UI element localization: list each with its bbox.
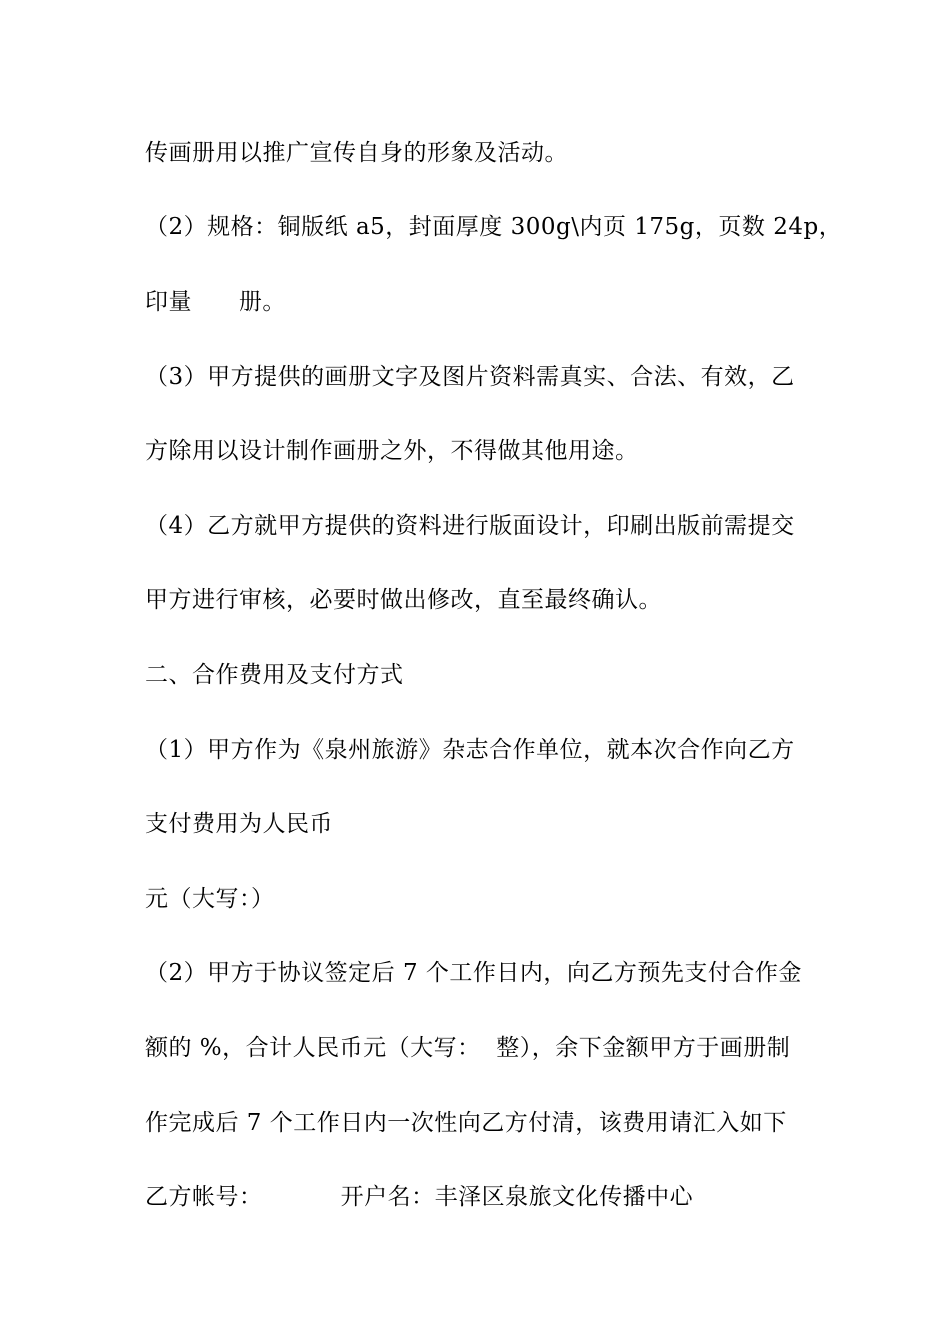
text-line: 传画册用以推广宣传自身的形象及活动。 [145,140,568,166]
section-heading: 二、合作费用及支付方式 [145,662,404,688]
text-line: （4）乙方就甲方提供的资料进行版面设计，印刷出版前需提交 [145,513,795,539]
text-line: （2）规格：铜版纸 a5，封面厚度 300g\内页 175g，页数 24p， [145,214,843,240]
text-line: 额的 %，合计人民币元（大写： 整），余下金额甲方于画册制 [145,1035,791,1061]
text-line: 甲方进行审核，必要时做出修改，直至最终确认。 [145,587,662,613]
text-line: 作完成后 7 个工作日内一次性向乙方付清，该费用请汇入如下 [145,1110,787,1136]
text-line: （1）甲方作为《泉州旅游》杂志合作单位，就本次合作向乙方 [145,737,795,763]
text-line: （2）甲方于协议签定后 7 个工作日内，向乙方预先支付合作金 [145,960,802,986]
text-line: 元（大写：） [145,886,275,912]
text-line: 乙方帐号： 开户名：丰泽区泉旅文化传播中心 [145,1184,694,1210]
text-line: 支付费用为人民币 [145,811,333,837]
text-line: （3）甲方提供的画册文字及图片资料需真实、合法、有效，乙 [145,364,795,390]
text-line: 印量 册。 [145,289,286,315]
text-line: 方除用以设计制作画册之外，不得做其他用途。 [145,438,639,464]
